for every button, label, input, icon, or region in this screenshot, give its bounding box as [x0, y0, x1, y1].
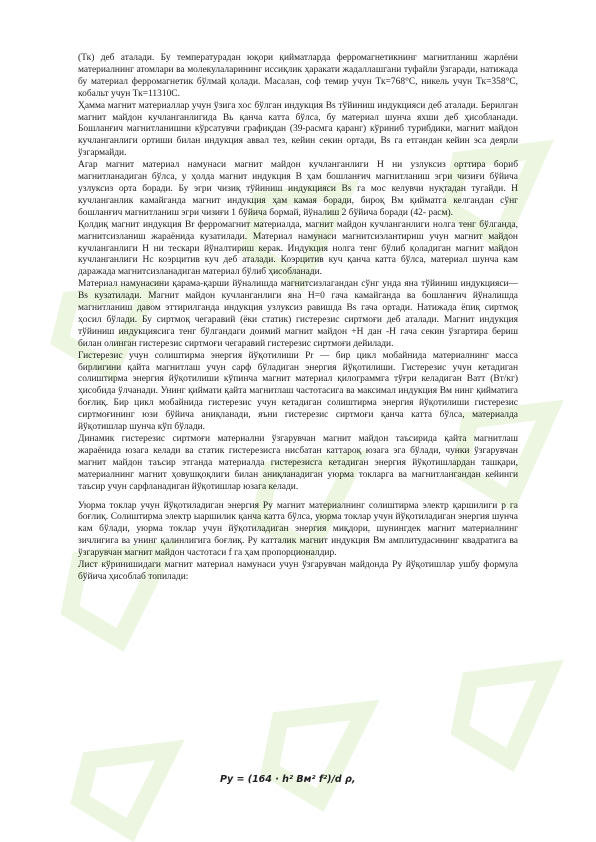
- paragraph: Уюрма токлар учун йўқотиладиган энергия Ру магнит материалнинг солиштирма электр қаршилиги р га боғлиқ. Солиштирма электр ыаршилик қанча катта бўлса, уюрма токлар учун йўқотиладиган энергия шунча кам бўлади, уюрма токлар учун йўқотиладиган энергия миқдори, шунингдек магнит материалнинг зичлигига ва унинг қалинлигига боғлиқ. Ру катталик магнит индукция Вм амплитудасининг квадратига ва ўзгарувчан магнит майдон частотаси f га ҳам пропорционалдир.: [78, 500, 518, 559]
- watermark-mark: [80, 750, 170, 830]
- paragraph: (Тк) деб аталади. Бу температурадан юқори қийматларда ферромагнетикнинг магнитланиш жарлёни материалнинг атомлари ва молекулаларининг иссиқлик ҳаракати жадаллашгани туфайли ўзгаради, натижада бу материал ферромагнетик бўлмай қолади. Масалан, соф темир учун Тк=768°С, никель учун Тк=358°С, кобальт учун Тк=11310С.: [78, 53, 518, 99]
- formula: Pу = (164 · h² Bм² f²)/d ρ,: [220, 774, 356, 785]
- paragraph: Динамик гистерезис сиртмоғи материални ўзгарувчан магнит майдон таъсирида қайта магнитлаш жараёнида юзага келади ва статик гистерезисга нисбатан каттароқ юзага эга бўлади, чунки ўзгарувчан магнит майдон таъсир этганда материалда гистерезисга кетадиган энергия йўқотишлардан ташқари, материалнинг магнит ҳовушқоқлиги билан аниқланадиган уюрма токларга ва магнитлангандан кейинги таъсир учун сарфланадиган йўқотишлар юзага келади.: [78, 434, 518, 492]
- paragraph: Лист кўринишидаги магнит материал намунаси учун ўзгарувчан майдонда Ру йўқотишлар ушбу формула бўйича ҳисоблаб топилади:: [78, 560, 518, 582]
- paragraph: Агар магнит материал намунаси магнит майдон кучланганлиги Н ни узлуксиз орттира бориб магнитланадиган бўлса, у ҳолда магнит индукция В ҳам бошланғич магнитланиш эгри чизиғи бўйича узлуксиз орта боради. Бу эгри чизиқ тўйиниш индукцияси Вs га мос келувчи нуқтадан тугайди. Н кучланганлик камайганда магнит индукция ҳам камая боради, бироқ Вм қийматга келгандан сўнг бошланғич магнитланиш эгри чизиғи 1 бўйича бормай, йўналиш 2 бўйича боради (42- расм).: [78, 160, 518, 218]
- body-text: [78, 53, 518, 584]
- paragraph: Материал намунасини қарама-қарши йўналишда магнитсизлагандан сўнг унда яна тўйиниш индукцияси—Вs кузатилади. Магнит майдон кучланганлиги яна Н=0 гача камайганда ва бошланғич йўналишда магнитланиш давом эттирилганда индукция узлуксиз равишда Вs гача ортади. Натижада ёпиқ сиртмоқ ҳосил бўлади. Бу сиртмоқ чегаравий (ёки статик) гистерезис сиртмоғи деб аталади. Магнит индукция тўйиниш индукциясига тенг бўлгандаги доимий магнит майдон +Н дан -Н гача секин ўзгартира бериш билан олинган гистерезис сиртмоғи чегаравий гистерезис сиртмоғи дейилади.: [78, 279, 518, 349]
- watermark-mark: [270, 710, 365, 800]
- paragraph: Гистерезис учун солиштирма энергия йўқотилиши Рr — бир цикл мобайнида материалнинг масса бирлигини қайта магнитлаш учун сарф бўладиган энергия йўқотилиши. Гистерезис учун кетадиган солиштирма энергия йўқотилиши кўпинча магнит материал қилограммга тўғри келадиган Ватт (Вт/кг) ҳисобида ўлчанади. Унинг қиймати қайта магнитлаш частотасига ва максимал индукция Вм нинг қийматига боғлиқ. Бир цикл мобайнида гистерезис учун кетадиган солиштирма энергия йўқотилиши гистерезис сиртмоғининг юзи бўйича аниқланади, яъни гистерезис сиртмоғи қанча катта бўлса, материалда йўқотишлар шунча кўп бўлади.: [78, 350, 518, 433]
- paragraph: Ҳамма магнит материаллар учун ўзига хос бўлган индукция Вs тўйиниш индукцияси деб аталади. Берилган магнит майдон кучланганлигида Вь қанча катта бўлса, бу материал шунча яхши деб ҳисобланади. Бошланғич магнитланишни кўрсатувчи графиқдан (39-расмга қаранг) кўриниб турибдики, магнит майдон кучланганлиги ортиши билан индукция аввал тез, кейин секин ортади, Вs га етгандан кейин эса деярли ўзгармайди.: [78, 100, 518, 159]
- watermark-mark: [460, 670, 550, 760]
- paragraph: Қолдиқ магнит индукция Вr ферромагнит материалда, магнит майдон кучланганлиги нолга тенг бўлганда, магнитсизланиш жараёнида кузатилади. Материал намунаси магнитсизлантириш учун магнит майдон кучланганлиги Н ни тескари йўналтириш керак. Индукция нолга тенг бўлиб қоладиган магнит майдон кучланганлиги Нс коэрцитив куч деб аталади. Коэрцитив куч қанча катта бўлса, материал шунча кам даражада магнитсизланадиган материал бўлиб ҳисобланади.: [78, 219, 518, 278]
